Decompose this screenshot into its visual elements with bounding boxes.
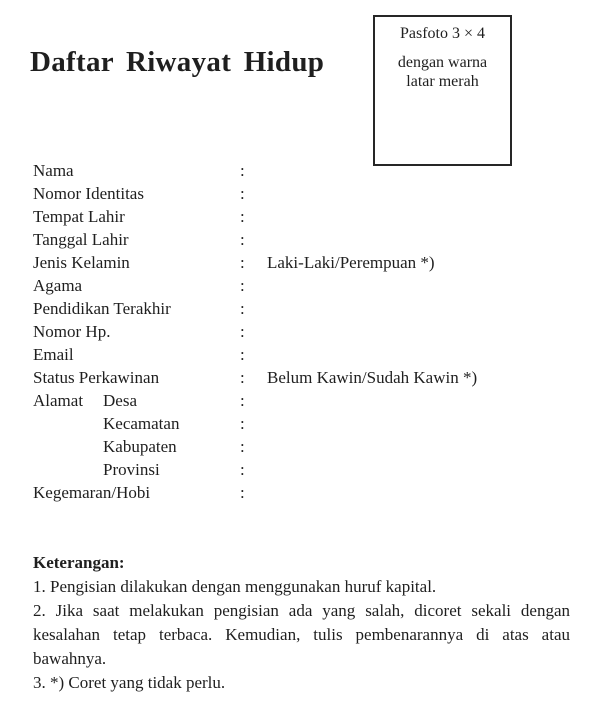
field-sublabel xyxy=(103,320,240,343)
field-colon: : xyxy=(240,391,245,410)
field-sublabel xyxy=(103,182,240,205)
field-value: Laki-Laki/Perempuan *) xyxy=(267,253,435,272)
field-sublabel: Kecamatan xyxy=(103,414,180,433)
photo-note-line1: dengan warna xyxy=(397,54,488,71)
field-sublabel xyxy=(103,366,240,389)
photo-background-note xyxy=(375,53,510,91)
form-field-row xyxy=(33,412,573,435)
field-value xyxy=(267,389,573,412)
field-value xyxy=(267,205,573,228)
field-sublabel: Kabupaten xyxy=(103,437,177,456)
field-colon: : xyxy=(240,299,245,318)
field-label: Pendidikan Terakhir xyxy=(33,299,171,318)
field-sublabel xyxy=(103,481,240,504)
field-colon: : xyxy=(240,161,245,180)
field-sublabel: Provinsi xyxy=(103,460,160,479)
field-value: Belum Kawin/Sudah Kawin *) xyxy=(267,368,478,387)
field-label xyxy=(33,458,103,481)
form-field-row xyxy=(33,297,573,320)
form-field-row xyxy=(33,205,573,228)
field-label: Kegemaran/Hobi xyxy=(33,483,151,502)
form-field-row xyxy=(33,343,573,366)
field-value xyxy=(267,297,573,320)
field-value xyxy=(267,182,573,205)
field-value xyxy=(267,481,573,504)
field-label: Alamat xyxy=(33,391,84,410)
field-colon: : xyxy=(240,483,245,502)
field-label: Agama xyxy=(33,276,83,295)
form-field-row xyxy=(33,182,573,205)
field-label: Email xyxy=(33,345,74,364)
note-item: 3. *) Coret yang tidak perlu. xyxy=(33,673,226,692)
form-field-row xyxy=(33,458,573,481)
note-item: 1. Pengisian dilakukan dengan menggunakan huruf kapital. xyxy=(33,577,437,596)
field-sublabel xyxy=(103,159,240,182)
field-sublabel xyxy=(103,274,240,297)
field-label: Nomor Identitas xyxy=(33,184,144,203)
photo-note-line2: latar merah xyxy=(406,73,479,90)
field-label: Tanggal Lahir xyxy=(33,230,129,249)
field-sublabel xyxy=(103,343,240,366)
field-sublabel xyxy=(103,251,240,274)
field-label xyxy=(33,435,103,458)
field-value xyxy=(267,320,573,343)
field-label: Status Perkawinan xyxy=(33,368,160,387)
field-sublabel xyxy=(103,228,240,251)
field-label: Tempat Lahir xyxy=(33,207,125,226)
page-title: Daftar Riwayat Hidup xyxy=(30,46,325,78)
form-field-row xyxy=(33,366,573,389)
field-sublabel xyxy=(103,297,240,320)
field-value xyxy=(267,343,573,366)
field-colon: : xyxy=(240,460,245,479)
notes-section xyxy=(33,551,570,695)
field-value xyxy=(267,159,573,182)
field-label: Jenis Kelamin xyxy=(33,253,130,272)
field-sublabel xyxy=(103,205,240,228)
field-label xyxy=(33,412,103,435)
form-fields xyxy=(33,159,573,504)
notes-heading: Keterangan: xyxy=(33,553,125,572)
form-field-row xyxy=(33,274,573,297)
field-value xyxy=(267,228,573,251)
photo-size-label: Pasfoto 3 × 4 xyxy=(399,25,486,42)
form-field-row xyxy=(33,435,573,458)
field-label: Nomor Hp. xyxy=(33,322,111,341)
field-colon: : xyxy=(240,437,245,456)
form-field-row xyxy=(33,159,573,182)
field-value xyxy=(267,274,573,297)
form-field-row xyxy=(33,251,573,274)
form-field-row xyxy=(33,228,573,251)
field-colon: : xyxy=(240,253,245,272)
form-field-row xyxy=(33,320,573,343)
field-colon: : xyxy=(240,368,245,387)
field-colon: : xyxy=(240,184,245,203)
field-value xyxy=(267,458,573,481)
field-colon: : xyxy=(240,230,245,249)
form-field-row xyxy=(33,389,573,412)
field-colon: : xyxy=(240,276,245,295)
field-label: Nama xyxy=(33,161,74,180)
field-colon: : xyxy=(240,207,245,226)
field-sublabel: Desa xyxy=(103,391,137,410)
field-colon: : xyxy=(240,322,245,341)
notes-list xyxy=(33,575,570,695)
form-field-row xyxy=(33,481,573,504)
field-value xyxy=(267,435,573,458)
field-value xyxy=(267,412,573,435)
passport-photo-box xyxy=(373,15,512,166)
field-colon: : xyxy=(240,414,245,433)
note-item: 2. Jika saat melakukan pengisian ada yang salah, dicoret sekali dengan kesalahan tetap terbaca. Kemudian, tulis pembenarannya di atas atau bawahnya. xyxy=(33,601,570,668)
field-colon: : xyxy=(240,345,245,364)
